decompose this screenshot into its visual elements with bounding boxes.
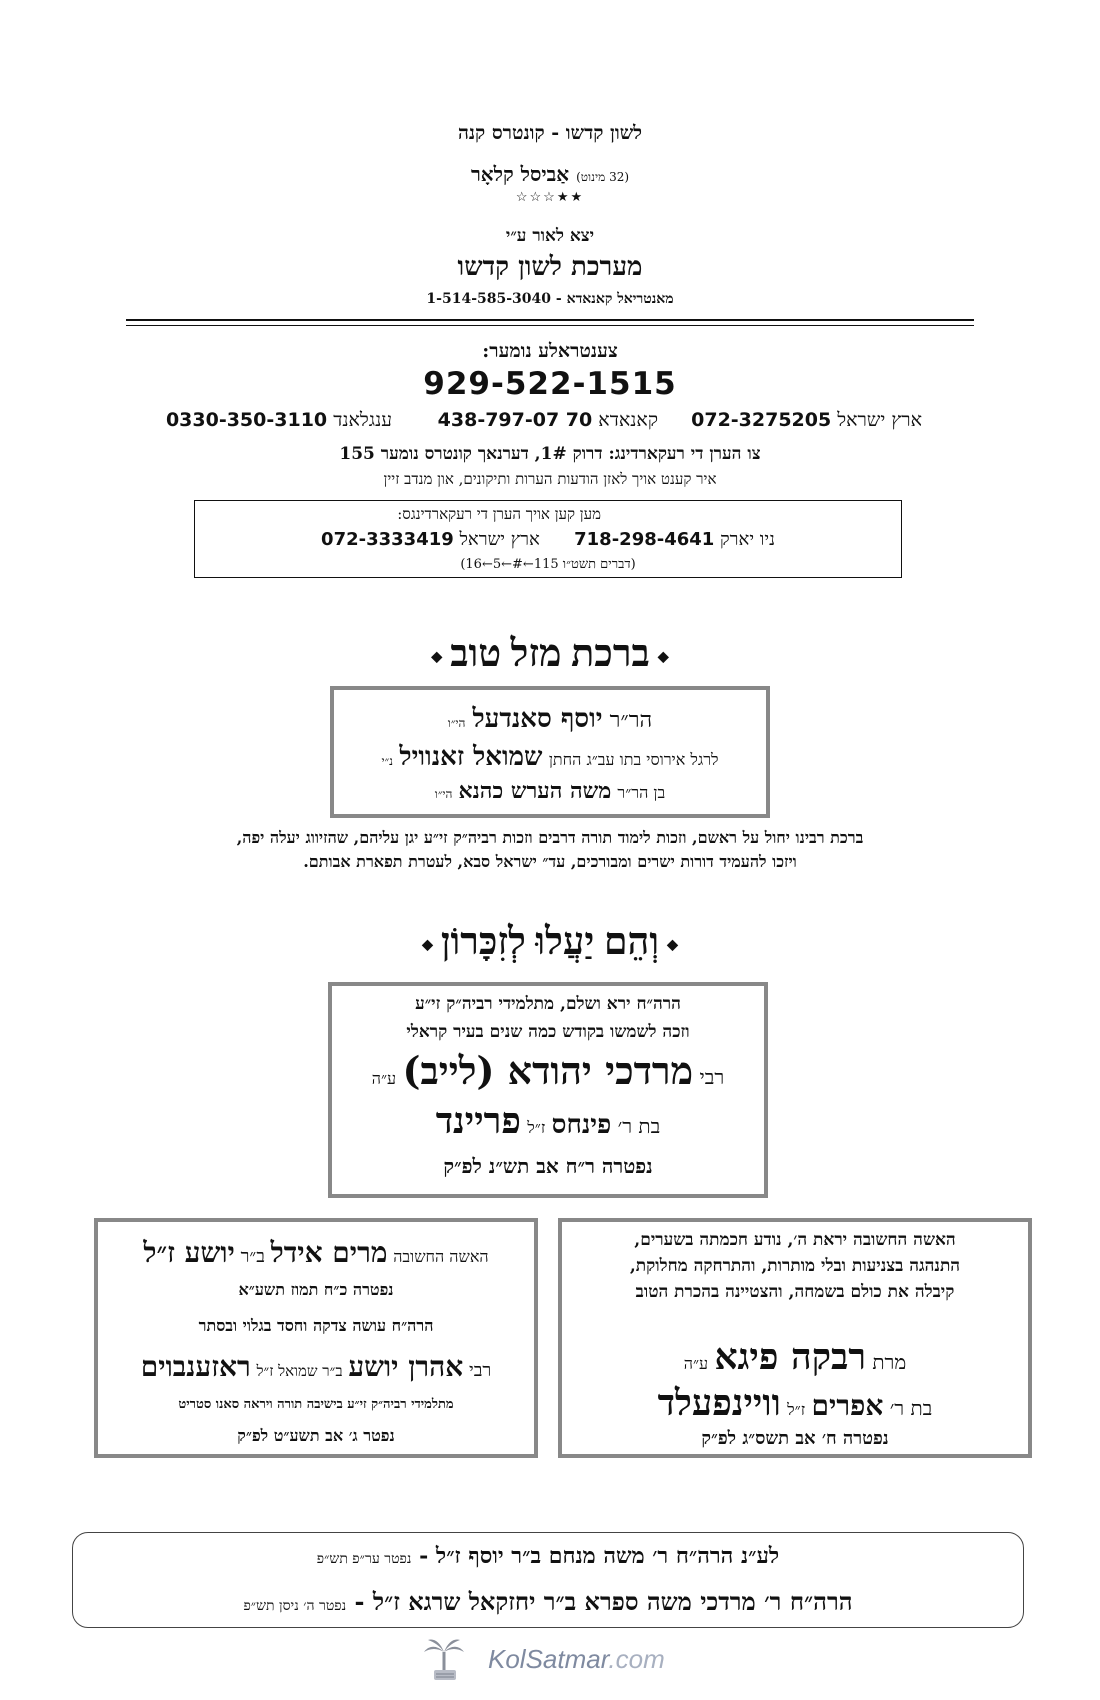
date-of-passing: נפטרה כ״ח תמוז תשע״א (238, 1280, 394, 1299)
dedication-name: הרה״ח ר׳ מרדכי משה ספרא ב״ר יחזקאל שרגא ז״ל - (354, 1587, 853, 1616)
memorial-description-2: וזכה לשמשו בקודש כמה שנים בעיר קראלי (406, 1022, 690, 1042)
mazal-tov-line-2 (334, 742, 766, 772)
leilui-nishmas-box (72, 1532, 1024, 1628)
honorific-suffix: הי״ו (447, 716, 466, 730)
father-name: אפרים (811, 1389, 884, 1422)
il-number[interactable]: 072-3333419 (321, 529, 454, 550)
central-number[interactable]: 929-522-1515 (423, 366, 677, 402)
honorific: רבי (468, 1360, 492, 1381)
mazal-tov-line-1 (334, 704, 766, 734)
son-of-label: בן הר״ר (617, 783, 666, 802)
kuntres-title: לשון קדשו - קונטרס קנה (457, 122, 643, 144)
father-name: יוסף סאנדעל (472, 704, 603, 734)
publisher-intro: יצא לאור ע״י (505, 226, 595, 246)
ny-number[interactable]: 718-298-4641 (574, 529, 715, 550)
deceased-name: מרים אידל (270, 1236, 388, 1269)
ny-label: ניו יארק (720, 529, 775, 550)
messages-note: איר קענט אויך לאזן הודעות הערות ותיקונים, און מנדב זיין (383, 470, 717, 488)
diamond-bullet-icon: ◆ (422, 937, 433, 953)
memorial-parent-line (332, 1100, 764, 1142)
honorific-suffix: ז״ל (527, 1118, 546, 1137)
honorific: האשה החשובה (393, 1247, 489, 1266)
phone-england-number[interactable]: 0330-350-3110 (165, 409, 328, 431)
zikaron-heading (0, 920, 1100, 964)
speaker-name: אַביסל קלאָר (470, 162, 570, 186)
memorial-box-miriam-aharon (94, 1218, 538, 1458)
honorific: רבי (699, 1065, 725, 1089)
blessing-line-1: ברכת רבינו יחול על ראשם, וזכות לימוד תורה דרבים וזכות רביה״ק זי״ע יגן עליהם, שהזיווג יעלה יפה, (236, 828, 864, 847)
honorific-suffix: ע״ה (371, 1069, 397, 1088)
memorial-name-line (332, 1048, 764, 1094)
leilui-nishmas-line-1 (73, 1543, 1023, 1569)
mazal-tov-line-3 (334, 778, 766, 804)
diamond-bullet-icon: ◆ (667, 937, 678, 953)
phone-israel-label: ארץ ישראל (837, 409, 922, 431)
il-label: ארץ ישראל (459, 529, 540, 550)
honorific-suffix: ז״ל (787, 1400, 806, 1419)
family-name: פריינד (435, 1100, 521, 1142)
leilui-nishmas-line-2 (73, 1587, 1023, 1617)
honorific-suffix: ע״ה (683, 1354, 709, 1373)
recordings-box-phones (195, 529, 901, 550)
mazal-tov-title: ברכת מזל טוב (450, 633, 650, 675)
memorial-name-line-2 (98, 1350, 534, 1384)
blessing-line-2: ויזכו להעמיד דורות ישרים ומבורכים, עד״ ישראל סבא, לעטרת תפארת אבותם. (303, 852, 797, 871)
memorial-description-1: הרה״ח ירא ושלם, מתלמידי רביה״ק זי״ע (415, 994, 681, 1014)
memorial-description-2: התנהגה בצניעות ובלי מותרות, והתרחקה מחלוקת, (629, 1256, 961, 1276)
palm-tree-icon (420, 1634, 468, 1682)
memorial-box-rivka (558, 1218, 1032, 1458)
kolsatmar-logo[interactable] (420, 1634, 700, 1686)
memorial-name-line (562, 1336, 1028, 1378)
header-divider (126, 319, 974, 321)
father-name: יושע ז״ל (143, 1236, 235, 1269)
phone-israel-number[interactable]: 072-3275205 (691, 409, 832, 431)
date-of-passing-2: נפטר ג׳ אב תשע״ט לפ״ק (237, 1426, 395, 1445)
diamond-bullet-icon: ◆ (431, 649, 443, 665)
memorial-description-1: האשה החשובה יראת ה׳, נודע חכמתה בשערים, (634, 1230, 956, 1250)
recordings-box (194, 500, 902, 578)
memorial-description-2: מתלמידי רביה״ק זי״ע בישיבה תורה ויראה סאנו סטריט (178, 1397, 454, 1412)
publisher-location: מאנטריאל קאנאדא - 1-514-585-3040 (426, 291, 674, 307)
honorific: מרת (872, 1350, 907, 1374)
date-of-passing: נפטר ה׳ ניסן תש״פ (243, 1598, 347, 1614)
phone-canada-number[interactable]: 438-797-07 70 (437, 409, 593, 431)
occasion-text: לרגל אירוסי בתו עב״ג החתן (548, 750, 719, 769)
daughter-of-label: ב״ר (240, 1246, 265, 1267)
chosson-father-name: משה הערש כהנא (458, 778, 612, 804)
minutes-label: (32 מינוט) (576, 170, 630, 184)
recording-instructions: צו הערן די רעקארדינג: דרוק 1#, דערנאך קונטרס נומער 155 (339, 444, 761, 464)
deceased-name: מרדכי יהודא (לייב) (402, 1048, 694, 1093)
recordings-box-path: (דברים תשט״ו 115←#←5←16) (460, 557, 636, 572)
memorial-parent-line (562, 1382, 1028, 1424)
date-of-passing: נפטרה ר״ח אב תש״נ לפ״ק (443, 1154, 653, 1178)
daughter-of-label: בת ר׳ (617, 1114, 661, 1138)
son-of-label: ב״ר שמואל ז״ל (256, 1362, 343, 1380)
phone-england[interactable] (166, 409, 392, 432)
honorific-suffix: נ״י (381, 754, 394, 768)
mazal-tov-heading (0, 632, 1100, 676)
chosson-name: שמואל זאנוויל (399, 742, 543, 772)
family-name: ראזענבוים (140, 1350, 251, 1383)
recordings-box-heading: מען קען אויך הערן די רעקארדינגס: (397, 505, 601, 523)
phone-canada[interactable] (438, 409, 658, 432)
daughter-of-label: בת ר׳ (889, 1396, 933, 1420)
phone-israel[interactable] (691, 409, 922, 432)
rating-stars: ★★☆☆☆ (515, 190, 585, 205)
diamond-bullet-icon: ◆ (657, 649, 669, 665)
phone-england-label: ענגלאנד (333, 409, 392, 431)
deceased-name: רבקה פיגא (714, 1336, 866, 1378)
central-number-label: צענטראלע נומער: (482, 340, 618, 362)
memorial-box-mordechai (328, 982, 768, 1198)
deceased-name: אהרן יושע (348, 1350, 464, 1383)
zikaron-title: וְהֵם יַעֲלוּ לְזִכָּרוֹן (440, 921, 660, 963)
dedication-name: לע״נ הרה״ח ר׳ משה מנחם ב״ר יוסף ז״ל - (419, 1543, 780, 1569)
honorific-suffix: הי״ו (434, 787, 453, 801)
mazal-tov-box (330, 686, 770, 818)
father-name: פינחס (551, 1110, 612, 1140)
speaker-line (0, 162, 1100, 187)
memorial-name-line-1 (98, 1236, 534, 1270)
memorial-description-3: קיבלה את כולם בשמחה, והצטיינה בהכרת הטוב (635, 1282, 955, 1302)
phone-canada-label: קאנאדא (598, 409, 658, 431)
publisher-name: מערכת לשון קדשו (457, 252, 643, 282)
date-of-passing: נפטרה ח׳ אב תשס״ג לפ״ק (701, 1428, 889, 1449)
date-of-passing: נפטר ער״פ תש״פ (316, 1551, 412, 1567)
honorific: הר״ר (609, 708, 653, 733)
family-name: וויינפעלד (657, 1382, 781, 1424)
memorial-description: הרה״ח עושה צדקה וחסד בגלוי ובסתר (198, 1316, 434, 1335)
header-divider-thin (126, 325, 974, 326)
brand-name: KolSatmar (488, 1644, 609, 1674)
kolsatmar-logo-text[interactable] (488, 1644, 665, 1675)
brand-domain: .com (608, 1644, 665, 1674)
